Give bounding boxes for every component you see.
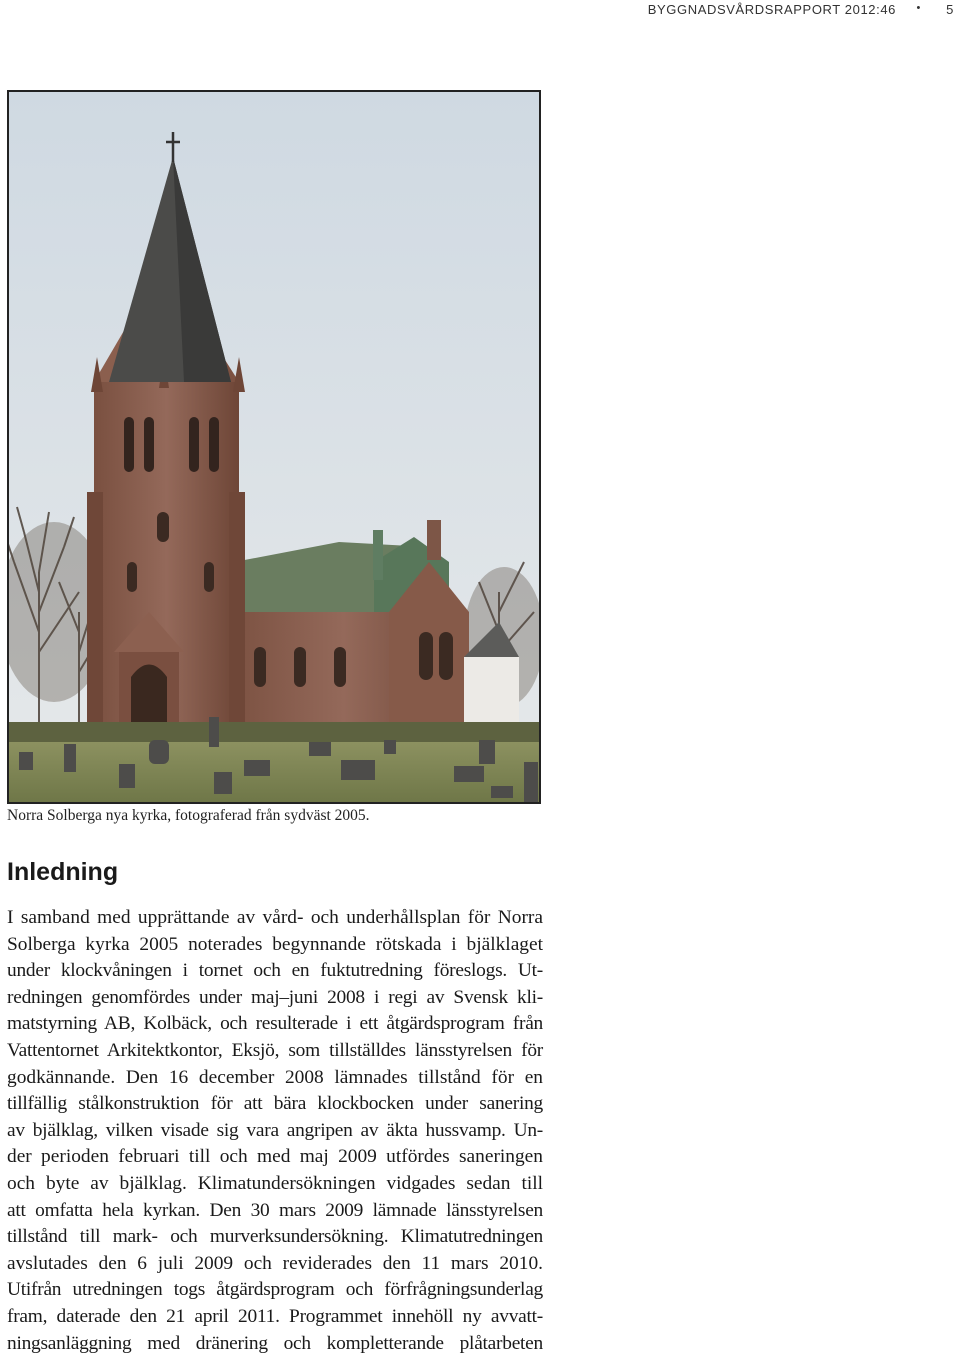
body-line: tillstånd till mark- och murverksundersökning. Klimatutredningen <box>7 1226 543 1248</box>
page-number: 5 <box>946 2 954 17</box>
body-line: redningen genomfördes under maj–juni 2008 i regi av Svensk kli- <box>7 986 543 1008</box>
body-paragraph <box>7 905 543 1357</box>
hedge <box>9 722 539 744</box>
body-line: och byte av bjälklag. Klimatundersökningen vidgades sedan till <box>7 1172 543 1194</box>
body-line: der perioden februari till och med maj 2009 utfördes saneringen <box>7 1146 543 1168</box>
chimney <box>427 520 441 560</box>
body-line: avslutades den 6 juli 2009 och reviderades den 11 mars 2010. <box>7 1252 543 1274</box>
church-illustration <box>9 92 539 802</box>
body-line: fram, daterade den 21 april 2011. Programmet innehöll ny avvatt- <box>7 1305 543 1327</box>
body-line: godkännande. Den 16 december 2008 lämnades tillstånd för en <box>7 1066 543 1088</box>
report-label: BYGGNADSVÅRDSRAPPORT 2012:46 <box>647 2 896 17</box>
annex-wall <box>464 657 519 722</box>
figure-caption: Norra Solberga nya kyrka, fotograferad från sydväst 2005. <box>7 807 370 824</box>
body-line: att omfatta hela kyrkan. Den 30 mars 2009 lämnade länsstyrelsen <box>7 1199 543 1221</box>
body-line: Utifrån utredningen togs åtgärdsprogram och förfrågningsunderlag <box>7 1279 543 1301</box>
body-line: Solberga kyrka 2005 noterades begynnande rötskada i bjälklaget <box>7 933 543 955</box>
header-separator: • <box>916 2 921 14</box>
tower-buttress-left <box>87 492 103 722</box>
body-line: under klockvåningen i tornet och en fuktutredning föreslogs. Ut- <box>7 960 543 982</box>
body-line: av bjälklag, vilken visade sig vara angripen av äkta hussvamp. Un- <box>7 1119 543 1141</box>
body-line: Vattentornet Arkitektkontor, Eksjö, som tillställdes länsstyrelsen för <box>7 1039 543 1061</box>
body-line: ningsanläggning med dränering och kompletterande plåtarbeten <box>7 1332 543 1354</box>
body-line: matstyrning AB, Kolbäck, och resulterade i ett åtgärdsprogram från <box>7 1013 543 1035</box>
portal-door <box>131 665 167 723</box>
tower-buttress-right <box>229 492 245 722</box>
chimney-2 <box>373 530 383 580</box>
running-header <box>0 0 960 22</box>
body-line: I samband med upprättande av vård- och underhållsplan för Norra <box>7 907 543 928</box>
body-line: tillfällig stålkonstruktion för att bära klockbocken under sanering <box>7 1093 543 1115</box>
section-heading: Inledning <box>7 858 119 886</box>
church-photo <box>7 90 541 804</box>
